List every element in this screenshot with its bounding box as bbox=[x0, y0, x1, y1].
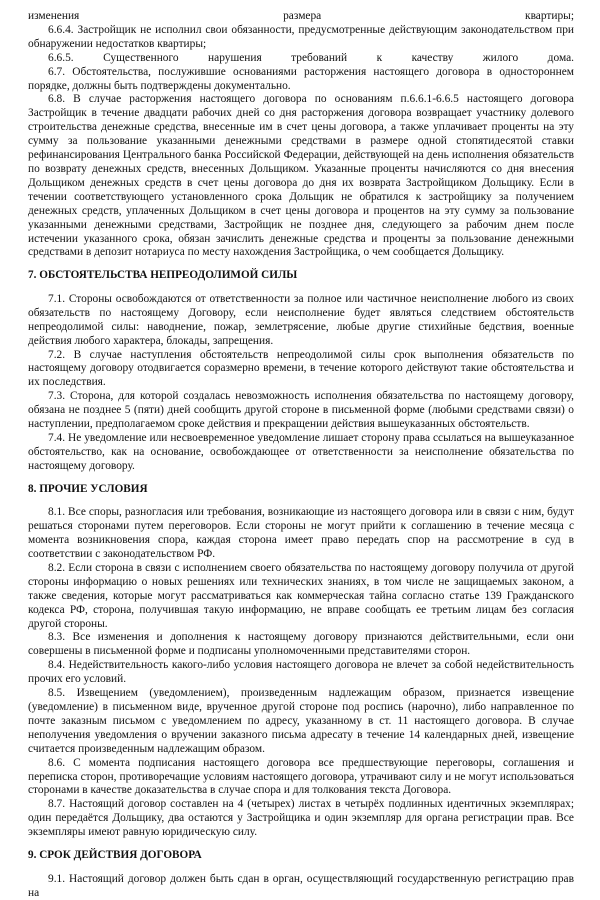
paragraph-8-2: 8.2. Если сторона в связи с исполнением своего обязательства по настоящему договору получила от другой стороны информацию о новых решениях или технических знаниях, в том числе не защищаемых законом, а также сведения, которые могут рассматриваться как коммерческая тайна согласно статье 139 Гражданского кодекса РФ, сторона, получившая такую информацию, не вправе сообщать ее третьим лицам без согласия другой стороны. bbox=[28, 561, 574, 630]
paragraph-7-4: 7.4. Не уведомление или несвоевременное уведомление лишает сторону права ссылаться на вышеуказанное обстоятельство, как на основание, освобождающее от ответственности за неисполнение обязательства по настоящему договору. bbox=[28, 431, 574, 472]
paragraph-6-6-4: 6.6.4. Застройщик не исполнил свои обязанности, предусмотренные действующим законодательством при обнаружении недостатков квартиры; bbox=[28, 23, 574, 50]
paragraph-8-3: 8.3. Все изменения и дополнения к настоящему договору признаются действительными, если они совершены в письменной форме и подписаны уполномоченными представителями сторон. bbox=[28, 631, 574, 658]
paragraph-8-1: 8.1. Все споры, разногласия или требования, возникающие из настоящего договора или в связи с ним, будут решаться сторонами путем переговоров. Если стороны не могут прийти к соглашению в течение месяца с момента возникновения спора, каждая сторона имеет право передать спор на рассмотрение в суд в соответствии с законодательством РФ. bbox=[28, 506, 574, 560]
paragraph-6-7: 6.7. Обстоятельства, послужившие основаниями расторжения настоящего договора в одностороннем порядке, должны быть подтверждены документально. bbox=[28, 65, 574, 92]
section-8-heading: 8. ПРОЧИЕ УСЛОВИЯ bbox=[28, 482, 148, 495]
paragraph-8-7: 8.7. Настоящий договор составлен на 4 (четырех) листах в четырёх подлинных идентичных экземплярах; один передаётся Дольщику, два остаются у Застройщика и один экземпляр для органа регистрации прав. Все экземпляры имеют равную юридическую силу. bbox=[28, 798, 574, 839]
paragraph-7-2: 7.2. В случае наступления обстоятельств непреодолимой силы срок выполнения обязательств по настоящему договору отодвигается соразмерно времени, в течение которого действуют такие обстоятельства и их последствия. bbox=[28, 348, 574, 389]
paragraph-6-6-3-tail: изменения размера квартиры; bbox=[28, 10, 574, 22]
paragraph-6-6-5: 6.6.5. Существенного нарушения требований к качеству жилого дома. bbox=[48, 51, 574, 64]
paragraph-8-6: 8.6. С момента подписания настоящего договора все предшествующие переговоры, соглашения и переписка сторон, противоречащие условиям настоящего договора, утрачивают силу и не могут использоваться сторонами в качестве доказательства в случае спора и для толкования текста Договора. bbox=[28, 756, 574, 797]
paragraph-8-5: 8.5. Извещением (уведомлением), произведенным надлежащим образом, признается извещение (уведомление) в письменном виде, врученное другой стороне под роспись (нарочно), либо направленное по почте заказным письмом с уведомлением по адресу, указанному в ст. 11 настоящего договора. В случае неполучения уведомления о вручении заказного письма адресату в течение 14 календарных дней, извещение считается произведенным надлежащим образом. bbox=[28, 687, 574, 755]
section-9-heading: 9. СРОК ДЕЙСТВИЯ ДОГОВОРА bbox=[28, 849, 202, 862]
paragraph-7-1: 7.1. Стороны освобождаются от ответственности за полное или частичное неисполнение любого из своих обязательств по настоящему Договору, если неисполнение будет являться следствием обстоятельств непреодолимой силы: наводнение, пожар, землетрясение, любые другие стихийные бедствия, военные действия любого характера, блокады, запрещения. bbox=[28, 292, 574, 347]
paragraph-8-4: 8.4. Недействительность какого-либо условия настоящего договора не влечет за собой недействительность прочих его условий. bbox=[28, 659, 574, 686]
paragraph-7-3: 7.3. Сторона, для которой создалась невозможность исполнения обязательства по настоящему договору, обязана не позднее 5 (пяти) дней сообщить другой стороне в письменной форме (любыми средствами связи) о наступлении, предполагаемом сроке действия и прекращении действия вышеуказанных обстоятельств. bbox=[28, 390, 574, 431]
section-7-heading: 7. ОБСТОЯТЕЛЬСТВА НЕПРЕОДОЛИМОЙ СИЛЫ bbox=[28, 269, 298, 282]
paragraph-9-1: 9.1. Настоящий договор должен быть сдан в орган, осуществляющий государственную регистрацию прав на bbox=[28, 872, 574, 899]
paragraph-6-8: 6.8. В случае расторжения настоящего договора по основаниям п.6.6.1-6.6.5 настоящего договора Застройщик в течение двадцати рабочих дней со дня расторжения договора возвращает участнику долевого строительства денежные средства, внесенные им в счет цены договора, а также уплачивает проценты на эту сумму за пользование указанными денежными средствами в размере одной стопятидесятой ставки рефинансирования Центрального банка Российской Федерации, действующей на день исполнения обязательств по возврату денежных средств, внесенных Дольщиком. Указанные проценты начисляются со дня внесения Дольщиком денежных средств в счет цены договора до дня их возврата Застройщиком Дольщику. Если в течении соответствующего установленного срока Дольщик не обратился к застройщику за получением денежных средств, уплаченных Дольщиком в счет цены договора и процентов на эту сумму за пользование указанными денежными средствами, Застройщик не позднее дня, следующего за рабочим днем после истечении указанного срока, обязан зачислить денежные средства и проценты за пользование денежными средствами в депозит нотариуса по месту нахождения Застройщика, о чем сообщается Дольщику. bbox=[28, 93, 574, 259]
